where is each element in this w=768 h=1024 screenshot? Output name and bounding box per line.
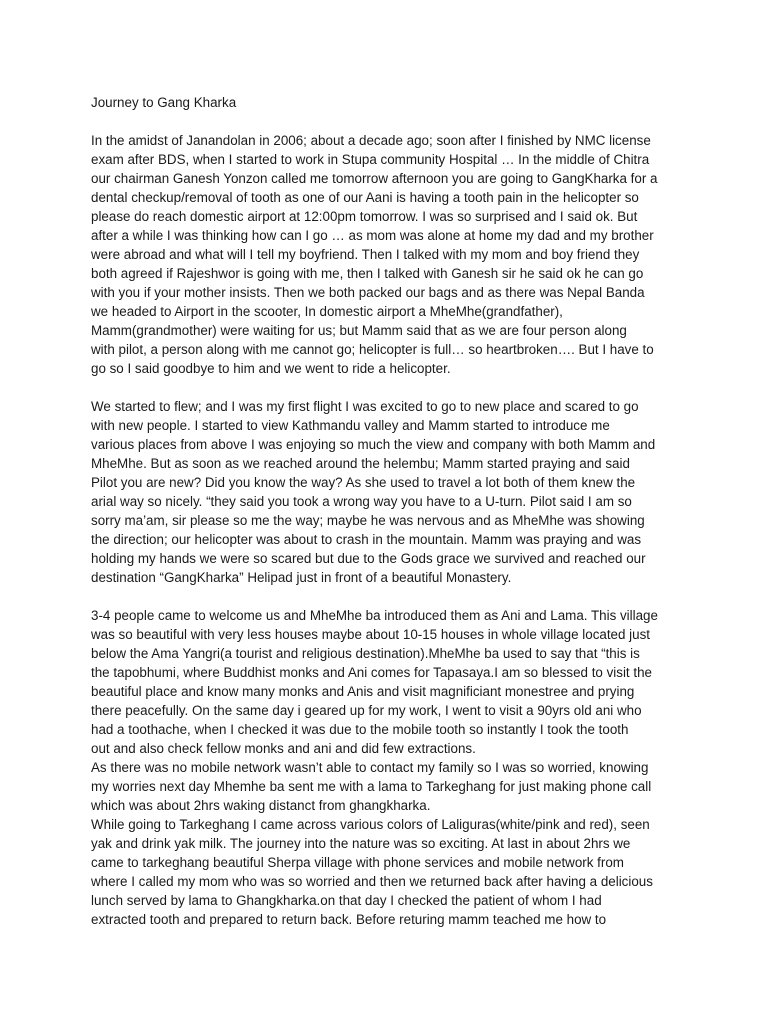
document-title: Journey to Gang Kharka — [91, 95, 237, 110]
paragraph — [91, 397, 683, 587]
text-line: While going to Tarkeghang I came across various colors of Laliguras(white/pink and red), seen — [91, 817, 650, 832]
text-line: with pilot, a person along with me cannot go; helicopter is full… so heartbroken…. But I have to — [91, 342, 654, 357]
paragraph — [91, 758, 683, 815]
text-line: had a toothache, when I checked it was due to the mobile tooth so instantly I took the tooth — [91, 722, 629, 737]
text-line: our chairman Ganesh Yonzon called me tomorrow afternoon you are going to GangKharka for a — [91, 171, 658, 186]
text-line: the direction; our helicopter was about to crash in the mountain. Mamm was praying and was — [91, 532, 642, 547]
text-line: As there was no mobile network wasn’t able to contact my family so I was so worried, knowing — [91, 760, 649, 775]
text-line: In the amidst of Janandolan in 2006; about a decade ago; soon after I finished by NMC license — [91, 133, 651, 148]
text-line: MheMhe. But as soon as we reached around the helembu; Mamm started praying and said — [91, 456, 630, 471]
text-line: exam after BDS, when I started to work in Stupa community Hospital … In the middle of Chitra — [91, 152, 650, 167]
text-line: sorry ma’am, sir please so me the way; maybe he was nervous and as MheMhe was showing — [91, 513, 645, 528]
text-line: Pilot you are new? Did you know the way? As she used to travel a lot both of them knew the — [91, 475, 636, 490]
text-line: holding my hands we were so scared but due to the Gods grace we survived and reached our — [91, 551, 646, 566]
text-line: which was about 2hrs waking distanct from ghangkharka. — [91, 798, 431, 813]
text-line: the tapobhumi, where Buddhist monks and Ani comes for Tapasaya.I am so blessed to visit the — [91, 665, 652, 680]
text-line: out and also check fellow monks and ani and did few extractions. — [91, 741, 476, 756]
text-line: where I called my mom who was so worried and then we returned back after having a delicious — [91, 874, 653, 889]
text-line: was so beautiful with very less houses maybe about 10-15 houses in whole village located just — [91, 627, 651, 642]
text-line: there peacefully. On the same day i geared up for my work, I went to visit a 90yrs old ani who — [91, 703, 642, 718]
text-line: extracted tooth and prepared to return back. Before returing mamm teached me how to — [91, 912, 607, 927]
text-line: below the Ama Yangri(a tourist and religious destination).MheMhe ba used to say that “this is — [91, 646, 640, 661]
text-line: We started to flew; and I was my first flight I was excited to go to new place and scared to go — [91, 399, 639, 414]
text-line: both agreed if Rajeshwor is going with me, then I talked with Ganesh sir he said ok he can go — [91, 266, 644, 281]
text-line: arial way so nicely. “they said you took a wrong way you have to a U-turn. Pilot said I am so — [91, 494, 632, 509]
text-line: please do reach domestic airport at 12:00pm tomorrow. I was so surprised and I said ok. But — [91, 209, 638, 224]
text-line: beautiful place and know many monks and Anis and visit magnificiant monestree and prying — [91, 684, 635, 699]
text-line: were abroad and what will I tell my boyfriend. Then I talked with my mom and boy friend they — [91, 247, 640, 262]
text-line: destination “GangKharka” Helipad just in front of a beautiful Monastery. — [91, 570, 512, 585]
text-line: after a while I was thinking how can I go … as mom was alone at home my dad and my brother — [91, 228, 654, 243]
text-line: with you if your mother insists. Then we both packed our bags and as there was Nepal Banda — [91, 285, 645, 300]
text-line: lunch served by lama to Ghangkharka.on that day I checked the patient of whom I had — [91, 893, 602, 908]
text-line: we headed to Airport in the scooter, In domestic airport a MheMhe(grandfather), — [91, 304, 563, 319]
paragraph — [91, 606, 683, 758]
text-line: go so I said goodbye to him and we went to ride a helicopter. — [91, 361, 451, 376]
paragraph — [91, 131, 683, 378]
text-line: 3-4 people came to welcome us and MheMhe ba introduced them as Ani and Lama. This village — [91, 608, 658, 623]
paragraph — [91, 815, 683, 929]
text-line: dental checkup/removal of tooth as one of our Aani is having a tooth pain in the helicopter so — [91, 190, 639, 205]
text-line: came to tarkeghang beautiful Sherpa village with phone services and mobile network from — [91, 855, 624, 870]
text-line: yak and drink yak milk. The journey into the nature was so exciting. At last in about 2hrs we — [91, 836, 631, 851]
document-body — [91, 93, 683, 929]
text-line: with new people. I started to view Kathmandu valley and Mamm started to introduce me — [91, 418, 610, 433]
text-line: my worries next day Mhemhe ba sent me with a lama to Tarkeghang for just making phone call — [91, 779, 652, 794]
text-line: Mamm(grandmother) were waiting for us; but Mamm said that as we are four person along — [91, 323, 627, 338]
text-line: various places from above I was enjoying so much the view and company with both Mamm and — [91, 437, 656, 452]
